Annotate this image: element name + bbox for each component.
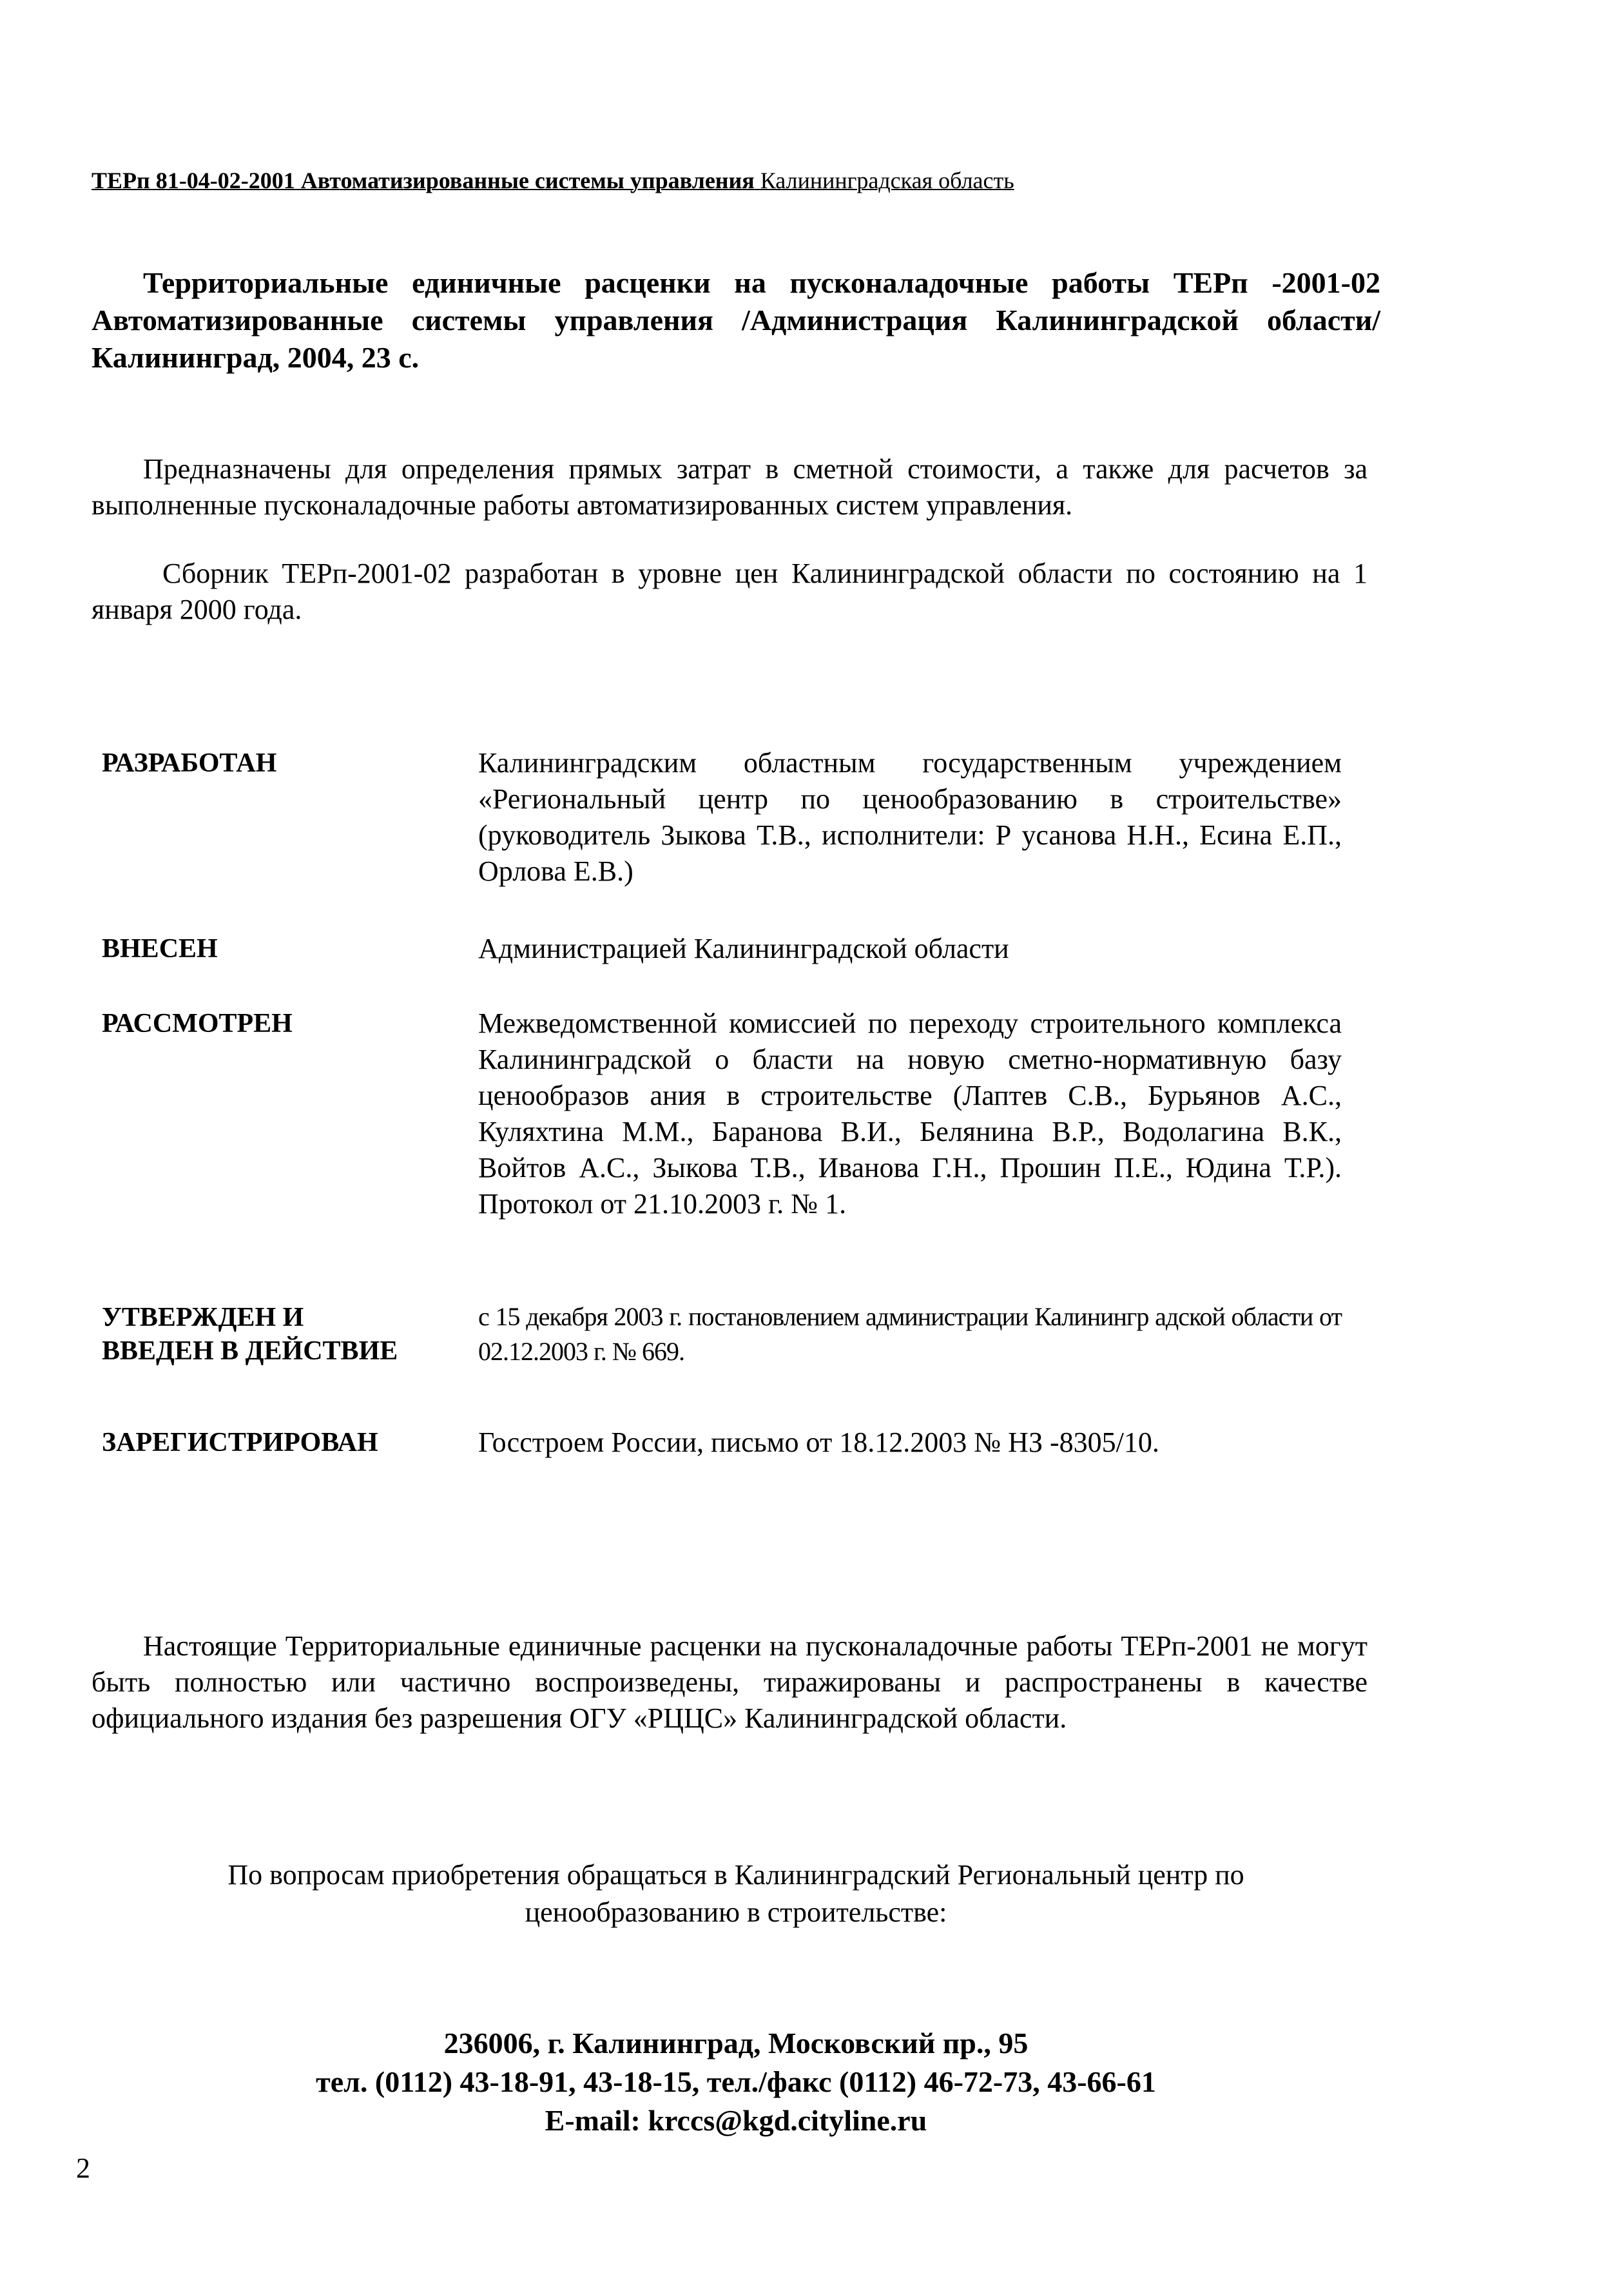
purpose-paragraph: Предназначены для определения прямых затрат в сметной стоимости, а также для расчетов за выполненные пусконаладочные работы автоматизированных систем управления. bbox=[92, 453, 1368, 521]
approved-text: с 15 декабря 2003 г. постановлением администрации Калинингр адской области от 02.12.2003 г. № 669. bbox=[478, 1302, 1342, 1366]
submitted-label: ВНЕСЕН bbox=[102, 934, 218, 964]
page-number: 2 bbox=[76, 2152, 90, 2184]
postal-address: 236006, г. Калининград, Московский пр., 95 bbox=[443, 2027, 1029, 2059]
contacts-intro bbox=[92, 1856, 1380, 1931]
reviewed-label: РАССМОТРЕН bbox=[102, 1009, 293, 1038]
registered-label: ЗАРЕГИСТРИРОВАН bbox=[102, 1428, 378, 1457]
developed-text: Калининградским областным государственным учреждением «Региональный центр по ценообразованию в строительстве» (руководитель Зыкова Т.В., исполнители: Р усанова Н.Н., Есина Е.П., Орлова Е.В.) bbox=[478, 747, 1342, 887]
phone-numbers: тел. (0112) 43-18-91, 43-18-15, тел./факс (0112) 46-72-73, 43-66-61 bbox=[316, 2065, 1156, 2098]
contacts-block bbox=[92, 2024, 1380, 2140]
running-header bbox=[92, 166, 1187, 195]
registered-text: Госстроем России, письмо от 18.12.2003 № НЗ -8305/10. bbox=[478, 1426, 1159, 1458]
approved-label bbox=[102, 1301, 463, 1368]
running-header-region: Калининградская область bbox=[760, 168, 1014, 193]
price-level-paragraph: Сборник ТЕРп-2001-02 разработан в уровне цен Калининградской области по состоянию на 1 января 2000 года. bbox=[92, 558, 1368, 625]
contacts-intro-text: По вопросам приобретения обращаться в Калининградский Региональный центр по ценообразованию в строительстве: bbox=[227, 1859, 1244, 1928]
copyright-notice: Настоящие Территориальные единичные расценки на пусконаладочные работы ТЕРп-2001 не могут быть полностью или частично воспроизведены, тиражированы и распространены в качестве официального издания без разрешения ОГУ «РЦЦС» Калининградской области. bbox=[92, 1630, 1368, 1734]
email-address: E-mail: krccs@kgd.cityline.ru bbox=[545, 2104, 927, 2137]
approved-label-line1: УТВЕРЖДЕН И bbox=[102, 1303, 304, 1332]
reviewed-text: Межведомственной комиссией по переходу строительного комплекса Калининградской о бласти на новую сметно-нормативную базу ценообразов ания в строительстве (Лаптев С.В., Бурьянов А.С., Куляхтина М.М., Баранова В.И., Белянина В.Р., Водолагина В.К., Войтов А.С., Зыкова Т.В., Иванова Г.Н., Прошин П.Е., Юдина Т.Р.). Протокол от 21.10.2003 г. № 1. bbox=[478, 1008, 1342, 1220]
running-header-code: ТЕРп 81-04-02-2001 Автоматизированные системы управления bbox=[92, 168, 755, 193]
approved-label-line2: ВВЕДЕН В ДЕЙСТВИЕ bbox=[102, 1336, 398, 1366]
document-title bbox=[92, 264, 1380, 376]
document-title-text: Территориальные единичные расценки на пусконаладочные работы ТЕРп -2001-02 Автоматизированные системы управления /Администрация Калининградской области/ Калининград, 2004, 23 с. bbox=[92, 266, 1380, 374]
submitted-text: Администрацией Калининградской области bbox=[478, 933, 1009, 964]
developed-label: РАЗРАБОТАН bbox=[102, 748, 277, 778]
